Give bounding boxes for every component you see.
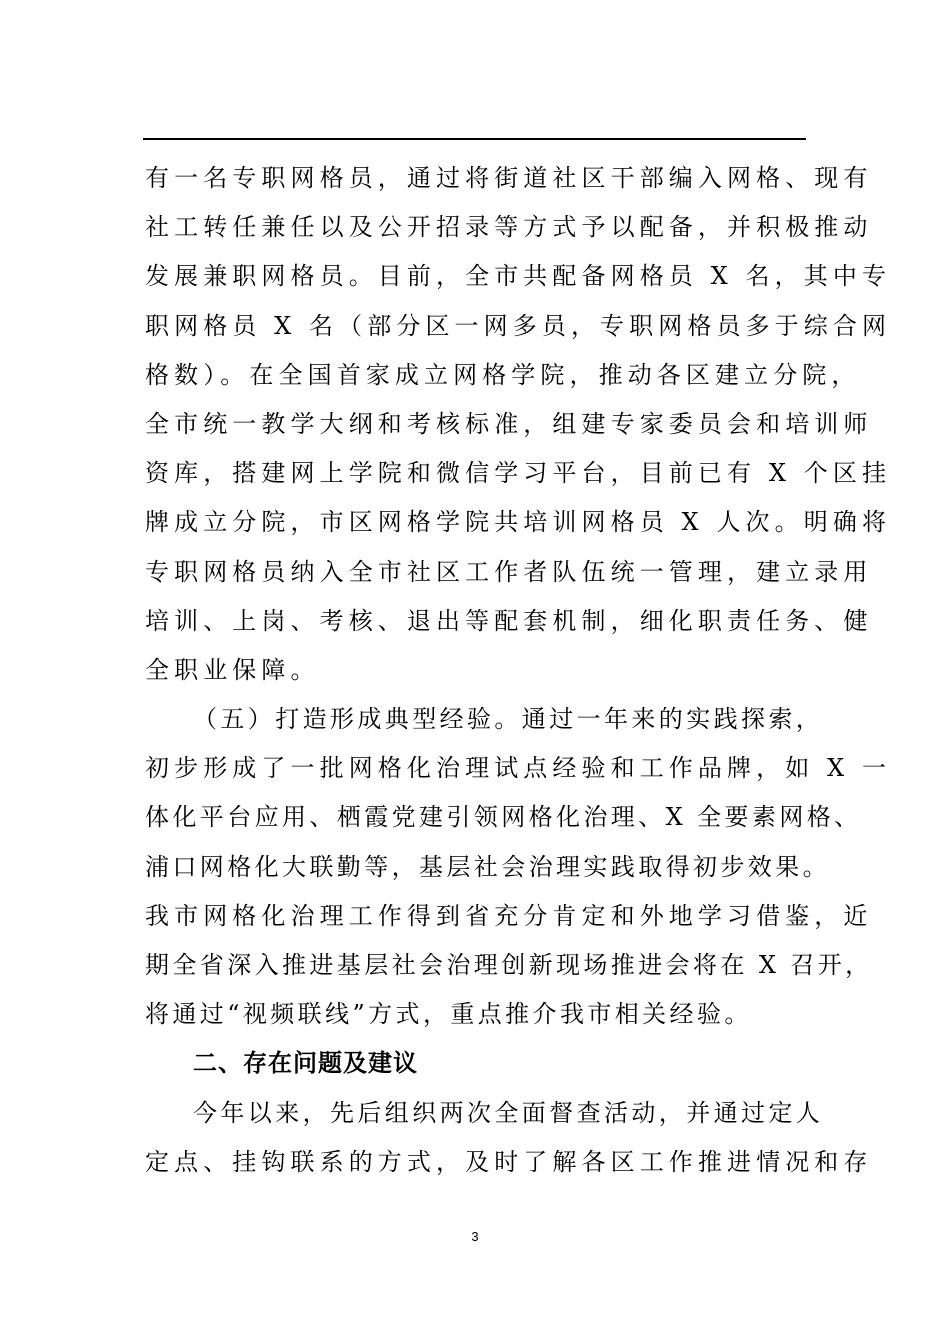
paragraph-line: 有一名专职网格员，通过将街道社区干部编入网格、现有 bbox=[145, 164, 873, 192]
section-heading: 二、存在问题及建议 bbox=[193, 1049, 418, 1078]
paragraph-line: 将通过“视频联线”方式，重点推介我市相关经验。 bbox=[145, 1000, 752, 1029]
document-body bbox=[145, 154, 892, 1187]
paragraph-line: 培训、上岗、考核、退出等配套机制，细化职责任务、健 bbox=[145, 606, 873, 635]
paragraph-line: 全市统一教学大纲和考核标准，组建专家委员会和培训师 bbox=[145, 409, 873, 438]
paragraph-line: 发展兼职网格员。目前，全市共配备网格员 X 名，其中专 bbox=[145, 262, 892, 291]
paragraph-line: 社工转任兼任以及公开招录等方式予以配备，并积极推动 bbox=[145, 213, 873, 242]
paragraph-line: 我市网格化治理工作得到省充分肯定和外地学习借鉴，近 bbox=[145, 901, 873, 930]
header-rule bbox=[143, 138, 806, 140]
paragraph-line: 全职业保障。 bbox=[145, 655, 320, 684]
paragraph-line: 格数）。在全国首家成立网格学院，推动各区建立分院， bbox=[145, 360, 861, 389]
paragraph-line: 浦口网格化大联勤等，基层社会治理实践取得初步效果。 bbox=[145, 852, 830, 881]
paragraph-line: 今年以来，先后组织两次全面督查活动，并通过定人 bbox=[193, 1098, 824, 1127]
paragraph-line: （五）打造形成典型经验。通过一年来的实践探索， bbox=[193, 705, 824, 734]
paragraph-line: 职网格员 X 名（部分区一网多员，专职网格员多于综合网 bbox=[145, 311, 892, 340]
paragraph-line: 牌成立分院，市区网格学院共培训网格员 X 人次。明确将 bbox=[145, 508, 892, 537]
paragraph-line: 资库，搭建网上学院和微信学习平台，目前已有 X 个区挂 bbox=[145, 459, 892, 488]
paragraph-line: 专职网格员纳入全市社区工作者队伍统一管理，建立录用 bbox=[145, 557, 873, 586]
paragraph-line: 初步形成了一批网格化治理试点经验和工作品牌，如 X 一 bbox=[145, 754, 892, 783]
paragraph-line: 体化平台应用、栖霞党建引领网格化治理、X 全要素网格、 bbox=[145, 803, 862, 832]
page-number: 3 bbox=[471, 1229, 479, 1244]
paragraph-line: 定点、挂钩联系的方式，及时了解各区工作推进情况和存 bbox=[145, 1147, 873, 1176]
paragraph-line: 期全省深入推进基层社会治理创新现场推进会将在 X 召开， bbox=[145, 951, 873, 979]
